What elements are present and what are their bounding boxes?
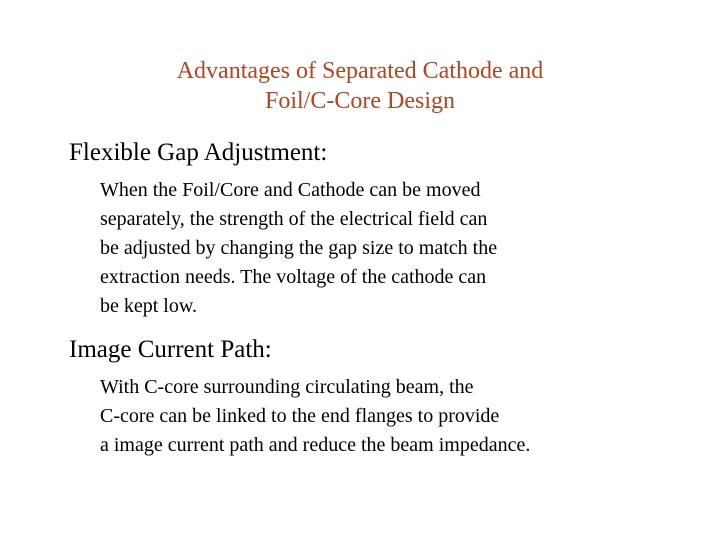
section-image-current-path — [69, 335, 669, 460]
body-line: C-core can be linked to the end flanges to provide — [100, 405, 500, 427]
slide-title-line-2: Foil/C-Core Design — [265, 88, 455, 114]
section-heading: Image Current Path: — [69, 336, 272, 363]
slide-title-line-1: Advantages of Separated Cathode and — [176, 58, 544, 84]
body-line: separately, the strength of the electrical field can — [100, 208, 488, 230]
body-line: With C-core surrounding circulating beam, the — [100, 376, 474, 398]
body-line: extraction needs. The voltage of the cathode can — [100, 266, 487, 288]
body-line: be kept low. — [100, 295, 198, 317]
body-line: a image current path and reduce the beam impedance. — [100, 434, 531, 456]
slide-title — [110, 56, 610, 116]
section-body — [100, 373, 669, 460]
section-flexible-gap-adjustment — [69, 138, 669, 321]
section-body — [100, 176, 669, 321]
section-heading: Flexible Gap Adjustment: — [69, 139, 328, 166]
body-line: be adjusted by changing the gap size to match the — [100, 237, 498, 259]
body-line: When the Foil/Core and Cathode can be moved — [100, 179, 481, 201]
